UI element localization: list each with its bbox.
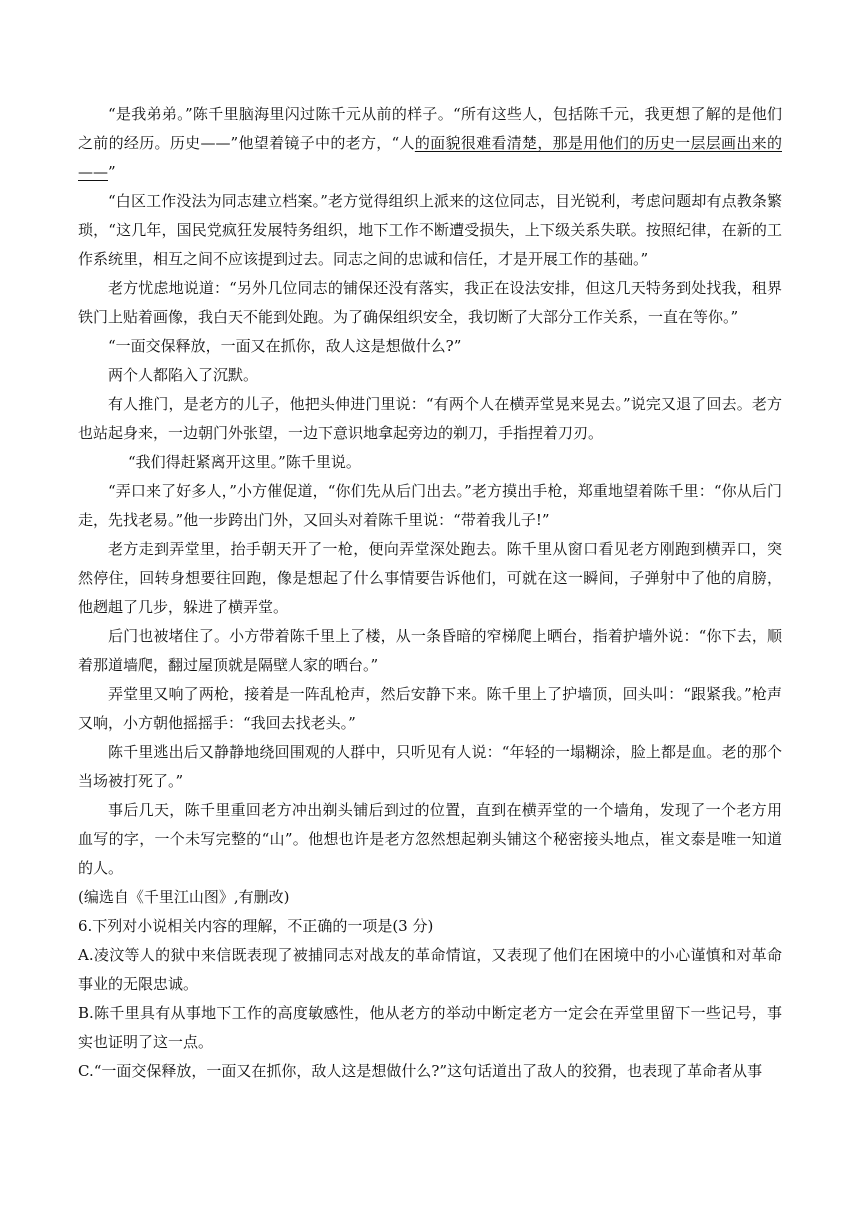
paragraph-9: 老方走到弄堂里，抬手朝天开了一枪，便向弄堂深处跑去。陈千里从窗口看见老方刚跑到横弄口，突然停住，回转身想要往回跑，像是想起了什么事情要告诉他们，可就在这一瞬间，子弹射中了他的肩膀，他趔趄了几步，躲进了横弄堂。: [78, 540, 782, 616]
paragraph-10: 后门也被堵住了。小方带着陈千里上了楼，从一条昏暗的窄梯爬上晒台，指着护墙外说：“你下去，顺着那道墙爬，翻过屋顶就是隔壁人家的晒台。”: [78, 627, 782, 674]
option-b: B.陈千里具有从事地下工作的高度敏感性，他从老方的举动中断定老方一定会在弄堂里留下一些记号，事实也证明了这一点。: [78, 1004, 782, 1051]
paragraph-3: 老方忧虑地说道：“另外几位同志的铺保还没有落实，我正在设法安排，但这几天特务到处找我，租界铁门上贴着画像，我白天不能到处跑。为了确保组织安全，我切断了大部分工作关系，一直在等你。”: [78, 279, 782, 326]
paragraph-2: “白区工作没法为同志建立档案。”老方觉得组织上派来的这位同志，目光锐利，考虑问题却有点教条繁琐，“这几年，国民党疯狂发展特务组织，地下工作不断遭受损失，上下级关系失联。按照纪律，在新的工作系统里，相互之间不应该提到过去。同志之间的忠诚和信任，才是开展工作的基础。”: [78, 192, 782, 268]
option-c: C.“一面交保释放，一面又在抓你，敌人这是想做什么?”这句话道出了敌人的狡猾，也表现了革命者从事: [78, 1062, 763, 1080]
source-note: (编选自《千里江山图》,有删改): [78, 888, 290, 906]
option-a: A.凌汶等人的狱中来信既表现了被捕同志对战友的革命情谊，又表现了他们在困境中的小心谨慎和对革命事业的无限忠诚。: [78, 946, 782, 993]
paragraph-8: “弄口来了好多人，”小方催促道，“你们先从后门出去。”老方摸出手枪，郑重地望着陈千里：“你从后门走，先找老易。”他一步跨出门外，又回头对着陈千里说：“带着我儿子!”: [78, 482, 782, 529]
underlined-sentence: 的面貌很难看清楚，那是用他们的历史一层层画出来的——: [78, 134, 782, 181]
paragraph-1: [78, 100, 782, 187]
paragraph-11: 弄堂里又响了两枪，接着是一阵乱枪声，然后安静下来。陈千里上了护墙顶，回头叫：“跟紧我。”枪声又响，小方朝他摇摇手：“我回去找老头。”: [78, 685, 782, 732]
paragraph-1-closing-quote: ”: [108, 163, 116, 181]
paragraph-6: 有人推门，是老方的儿子，他把头伸进门里说：“有两个人在横弄堂晃来晃去。”说完又退了回去。老方也站起身来，一边朝门外张望，一边下意识地拿起旁边的剃刀，手指捏着刀刃。: [78, 395, 782, 442]
paragraph-12: 陈千里逃出后又静静地绕回围观的人群中，只听见有人说：“年轻的一塌糊涂，脸上都是血。老的那个当场被打死了。”: [78, 743, 782, 790]
paragraph-4: “一面交保释放，一面又在抓你，敌人这是想做什么?”: [108, 337, 462, 355]
paragraph-13: 事后几天，陈千里重回老方冲出剃头铺后到过的位置，直到在横弄堂的一个墙角，发现了一个老方用血写的字，一个未写完整的“山”。他想也许是老方忽然想起剃头铺这个秘密接头地点，崔文泰是唯一知道的人。: [78, 801, 782, 877]
paragraph-7: “我们得赶紧离开这里。”陈千里说。: [128, 453, 361, 471]
paragraph-5: 两个人都陷入了沉默。: [108, 366, 259, 384]
question-6-stem: 6.下列对小说相关内容的理解，不正确的一项是(3 分): [78, 917, 434, 935]
paragraph-1-text: “是我弟弟。”陈千里脑海里闪过陈千元从前的样子。“所有这些人，包括陈千元，我更想了解的是他们之前的经历。历史——”他望着镜子中的老方，“人: [78, 105, 782, 152]
article-body: [78, 100, 782, 1086]
